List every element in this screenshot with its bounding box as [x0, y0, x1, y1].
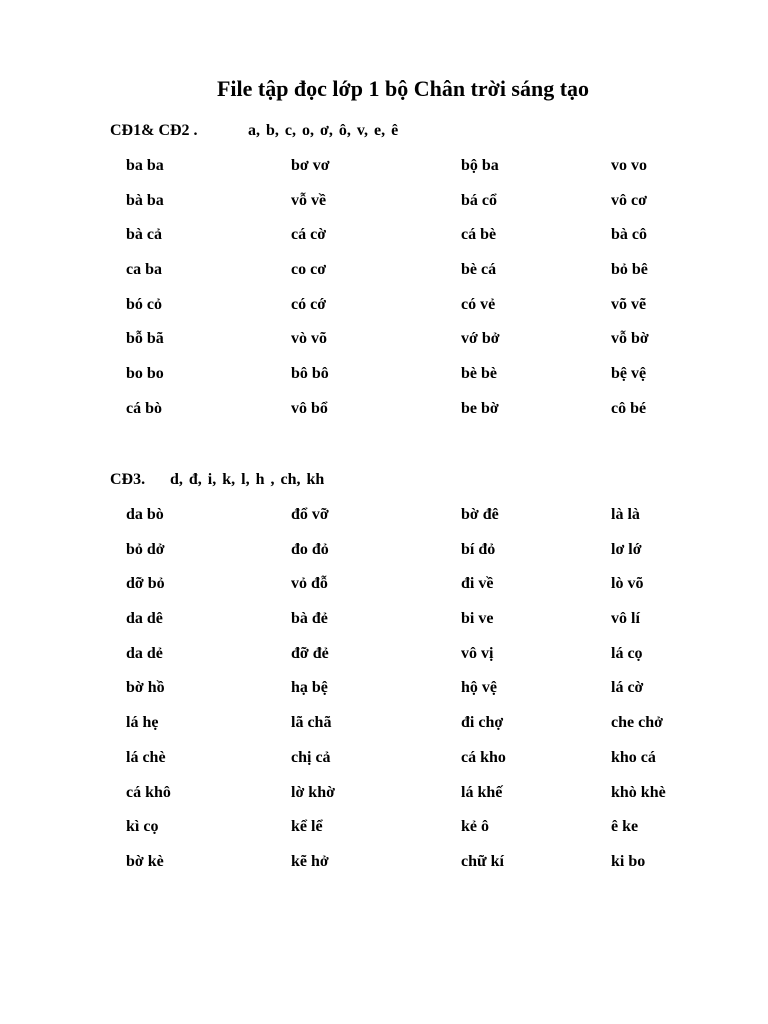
- word-cell: vỗ về: [291, 191, 327, 209]
- word-cell: bỏ dở: [126, 540, 165, 558]
- word-cell: đi chợ: [461, 714, 504, 732]
- word-cell: võ vẽ: [611, 295, 647, 313]
- word-cell: vỏ đỗ: [291, 575, 328, 593]
- word-row: [126, 538, 726, 573]
- word-row: [126, 258, 726, 293]
- word-cell: bó cỏ: [126, 295, 162, 313]
- word-cell: bộ ba: [461, 157, 499, 174]
- word-cell: bo bo: [126, 365, 164, 383]
- section-label: CĐ1& CĐ2 .: [110, 122, 198, 139]
- word-cell: lơ lớ: [611, 540, 642, 558]
- word-cell: lá khế: [461, 783, 503, 801]
- word-row: [126, 154, 726, 189]
- word-cell: da dẻ: [126, 644, 163, 662]
- word-cell: hạ bệ: [291, 679, 328, 697]
- word-cell: chị cả: [291, 748, 331, 766]
- word-cell: bơ vơ: [291, 157, 330, 174]
- word-cell: bí đỏ: [461, 540, 496, 558]
- word-row: [126, 362, 726, 397]
- word-cell: khò khè: [611, 783, 666, 801]
- word-cell: da dê: [126, 610, 163, 628]
- word-cell: vo vo: [611, 157, 647, 174]
- word-cell: bè cá: [461, 261, 497, 279]
- section-letters: d, đ, i, k, l, h , ch, kh: [170, 471, 325, 488]
- word-cell: ca ba: [126, 261, 162, 279]
- word-cell: cô bé: [611, 399, 647, 417]
- word-cell: cá bò: [126, 399, 162, 417]
- word-cell: là là: [611, 506, 640, 523]
- word-cell: có cớ: [291, 295, 327, 313]
- word-row: [126, 711, 726, 746]
- word-cell: lờ khờ: [291, 783, 335, 801]
- word-cell: lá cọ: [611, 644, 643, 662]
- word-cell: đo đỏ: [291, 540, 329, 558]
- word-row: [126, 746, 726, 781]
- word-row: [126, 815, 726, 850]
- word-row: [126, 607, 726, 642]
- word-cell: kể lể: [291, 818, 323, 836]
- word-row: [126, 189, 726, 224]
- word-cell: có vẻ: [461, 295, 496, 313]
- section-label: CĐ3.: [110, 471, 146, 488]
- word-cell: bờ đê: [461, 506, 499, 523]
- word-cell: lá chè: [126, 748, 166, 766]
- word-grid-cd3: [126, 503, 726, 885]
- word-cell: bà ba: [126, 191, 164, 209]
- word-cell: bờ kè: [126, 852, 164, 870]
- word-cell: co cơ: [291, 261, 327, 279]
- word-cell: vô vị: [461, 644, 494, 662]
- word-cell: bô bô: [291, 365, 329, 383]
- word-cell: cá bè: [461, 226, 497, 244]
- word-cell: dỡ bỏ: [126, 575, 165, 593]
- word-cell: vớ bở: [461, 330, 500, 348]
- word-cell: cá cờ: [291, 226, 327, 244]
- word-cell: kẻ ô: [461, 818, 489, 836]
- word-cell: hộ vệ: [461, 679, 497, 697]
- word-cell: bà cả: [126, 226, 162, 244]
- word-row: [126, 293, 726, 328]
- word-row: [126, 223, 726, 258]
- word-cell: cá kho: [461, 748, 506, 766]
- word-cell: vô bổ: [291, 399, 328, 417]
- word-row: [126, 327, 726, 362]
- word-cell: vô cơ: [611, 191, 647, 209]
- word-row: [126, 676, 726, 711]
- word-cell: bỗ bã: [126, 330, 164, 348]
- word-cell: bà cô: [611, 226, 647, 244]
- word-row: [126, 781, 726, 816]
- word-cell: bá cổ: [461, 191, 497, 209]
- word-cell: bà đẻ: [291, 610, 328, 628]
- word-row: [126, 642, 726, 677]
- word-row: [126, 397, 726, 432]
- section-heading-cd1-cd2: [110, 119, 398, 143]
- section-heading-cd3: [110, 468, 324, 492]
- word-cell: đỡ đẻ: [291, 644, 329, 662]
- word-cell: kẽ hở: [291, 852, 329, 870]
- word-cell: chữ kí: [461, 852, 504, 870]
- word-row: [126, 850, 726, 885]
- word-cell: vỗ bờ: [611, 330, 649, 348]
- word-cell: kho cá: [611, 748, 656, 766]
- word-cell: lá hẹ: [126, 714, 159, 732]
- word-cell: bè bè: [461, 365, 497, 383]
- word-cell: bi ve: [461, 610, 494, 628]
- page-title: File tập đọc lớp 1 bộ Chân trời sáng tạo: [216, 76, 590, 101]
- word-cell: lò võ: [611, 575, 644, 593]
- word-cell: che chở: [611, 714, 663, 732]
- word-cell: da bò: [126, 506, 164, 523]
- word-row: [126, 503, 726, 538]
- word-cell: ki bo: [611, 852, 646, 870]
- word-cell: lá cờ: [611, 679, 644, 697]
- word-grid-cd1-cd2: [126, 154, 726, 432]
- section-letters: a, b, c, o, ơ, ô, v, e, ê: [248, 122, 399, 139]
- word-cell: ê ke: [611, 818, 639, 836]
- word-cell: be bờ: [461, 399, 499, 417]
- word-cell: ba ba: [126, 157, 164, 174]
- word-cell: đổ vỡ: [291, 506, 329, 523]
- word-cell: cá khô: [126, 783, 171, 801]
- word-cell: vô lí: [611, 610, 640, 628]
- word-cell: lã chã: [291, 714, 332, 732]
- word-cell: bờ hồ: [126, 679, 165, 697]
- word-cell: vò võ: [291, 330, 327, 348]
- word-cell: đi về: [461, 575, 494, 593]
- word-cell: bệ vệ: [611, 365, 647, 383]
- word-cell: kì cọ: [126, 818, 159, 836]
- word-row: [126, 572, 726, 607]
- word-cell: bỏ bê: [611, 261, 648, 279]
